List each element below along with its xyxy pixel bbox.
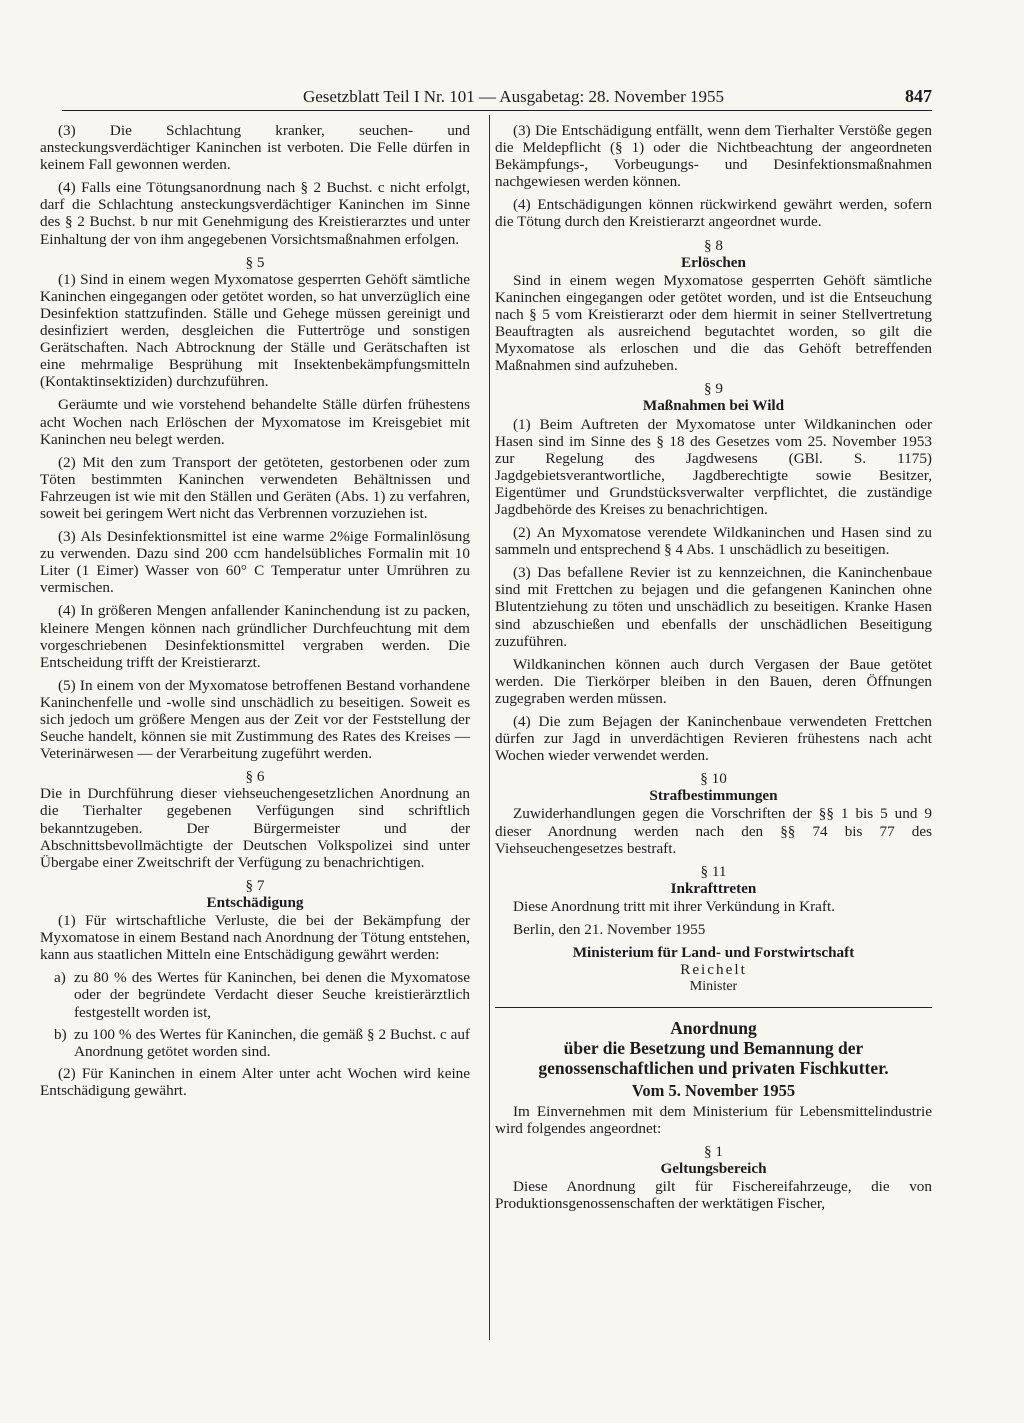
page-header-title: Gesetzblatt Teil I Nr. 101 — Ausgabetag: 28. November 1955 <box>302 87 725 106</box>
paragraph: (3) Als Desinfektionsmittel ist eine warme 2%ige Formalinlösung zu verwenden. Dazu sind 200 ccm handelsübliches Formalin mit 10 Liter (1 Eimer) Wasser von 60° C Temperatur unter Umrühren zu vermischen. <box>40 528 470 597</box>
list-marker: a) <box>54 969 66 987</box>
paragraph: Sind in einem wegen Myxomatose gesperrten Gehöft sämtliche Kaninchen eingegangen oder getötet worden, und ist die Entseuchung nach § 5 vom Kreistierarzt oder dem hiermit in seiner Stellvertretung Beauftragten als ausreichend begutachtet worden, so gilt die Myxomatose als erloschen und die das Gehöft betreffenden Maßnahmen sind aufzuheben. <box>495 271 932 375</box>
section-heading: § 1 <box>704 1142 723 1160</box>
paragraph: (2) An Myxomatose verendete Wildkaninchen und Hasen sind zu sammeln und entsprechend § 4 Abs. 1 unschädlich zu beseitigen. <box>495 524 932 559</box>
paragraph: Zuwiderhandlungen gegen die Vorschriften der §§ 1 bis 5 und 9 dieser Anordnung werden nach den §§ 74 bis 77 des Viehseuchengesetzes bestraft. <box>495 805 932 857</box>
ministry-name: Ministerium für Land- und Forstwirtschaft <box>572 944 855 962</box>
paragraph: (2) Für Kaninchen in einem Alter unter acht Wochen wird keine Entschädigung gewährt. <box>40 1064 470 1099</box>
paragraph: Diese Anordnung tritt mit ihrer Verkündung in Kraft. <box>513 897 835 915</box>
list-marker: b) <box>54 1025 67 1043</box>
page-header <box>62 86 932 107</box>
section-heading: § 7 <box>245 876 265 894</box>
section-title: Entschädigung <box>206 893 304 911</box>
place-date: Berlin, den 21. November 1955 <box>513 921 706 939</box>
signer-role: Minister <box>689 979 738 995</box>
header-rule <box>62 110 932 111</box>
list-item-text: zu 100 % des Wertes für Kaninchen, die gemäß § 2 Buchst. c auf Anordnung getötet worden sind. <box>74 1025 470 1060</box>
left-column <box>40 122 470 1105</box>
section-title: Geltungsbereich <box>660 1159 767 1177</box>
list-item <box>40 969 470 1020</box>
section-heading: § 9 <box>704 380 723 398</box>
section-heading: § 10 <box>700 770 727 788</box>
paragraph: (1) Sind in einem wegen Myxomatose gesperrten Gehöft sämtliche Kaninchen eingegangen oder getötet worden, so hat unverzüglich eine Desinfektion stattzufinden. Ställe und Gehege müssen gereinigt und desinfiziert werden, desgleichen die Futtertröge und sonstigen Gerätschaften. Nach Abtrocknung der Ställe und Gerätschaften ist eine mehrmalige Besprühung mit Insektenbekämpfungsmitteln (Kontaktinsektiziden) durchzuführen. <box>40 270 470 391</box>
section-title: Erlöschen <box>681 253 746 271</box>
decree-title: Anordnung <box>670 1018 757 1039</box>
decree-subtitle: über die Besetzung und Bemannung der genossenschaftlichen und privaten Fischkutter. <box>538 1038 889 1079</box>
list-item-text: zu 80 % des Wertes für Kaninchen, bei denen die Myxomatose oder der begründete Verdacht dieser Seuche kreistierärztlich festgestellt worden ist, <box>74 969 470 1021</box>
page-number: 847 <box>905 86 932 106</box>
paragraph: (1) Für wirtschaftliche Verluste, die bei der Bekämpfung der Myxomatose in einem Bestand nach Anordnung der Tötung entstehen, kann aus staatlichen Mitteln eine Entschädigung gewährt werden: <box>40 912 470 964</box>
paragraph: (4) In größeren Mengen anfallender Kaninchendung ist zu packen, kleinere Mengen können nach gründlicher Durchfeuchtung mit dem vorgeschriebenen Desinfektionsmittel vergraben werden. Die Entscheidung trifft der Kreistierarzt. <box>40 602 470 671</box>
section-title: Maßnahmen bei Wild <box>642 397 785 415</box>
right-column <box>495 122 932 1218</box>
paragraph: Diese Anordnung gilt für Fischereifahrzeuge, die von Produktionsgenossenschaften der werktätigen Fischer, <box>495 1177 932 1212</box>
section-heading: § 6 <box>245 768 265 786</box>
column-divider <box>489 115 490 1340</box>
list-item <box>40 1026 470 1060</box>
section-heading: § 11 <box>700 862 727 880</box>
paragraph: (3) Das befallene Revier ist zu kennzeichnen, die Kaninchenbaue sind mit Frettchen zu bejagen und die gefangenen Kaninchen ohne Blutentziehung zu töten und unschädlich zu beseitigen. Kranke Hasen sind abzuschießen und ebenfalls der unschädlichen Beseitigung zuzuführen. <box>495 564 932 650</box>
paragraph: (4) Die zum Bejagen der Kaninchenbaue verwendeten Frettchen dürfen zur Jagd in unverdächtigen Revieren frühestens nach acht Wochen wieder verwendet werden. <box>495 713 932 765</box>
paragraph: Wildkaninchen können auch durch Vergasen der Baue getötet werden. Die Tierkörper bleiben in den Bauen, deren Öffnungen zugegraben werden müssen. <box>495 655 932 707</box>
signer-name: Reichelt <box>680 961 747 979</box>
paragraph: (1) Beim Auftreten der Myxomatose unter Wildkaninchen oder Hasen sind im Sinne des § 18 des Gesetzes vom 25. November 1953 zur Regelung des Jagdwesens (GBl. S. 1175) Jagdgebietsverantwortliche, Jagdberechtigte sowie Besitzer, Eigentümer und Grundstücksverwalter verpflichtet, die zuständige Jagdbehörde des Kreises zu benachrichtigen. <box>495 415 932 518</box>
paragraph: (5) In einem von der Myxomatose betroffenen Bestand vorhandene Kaninchenfelle und -wolle sind unschädlich zu beseitigen. Soweit es sich jedoch um größere Mengen aus der Zeit vor der Feststellung der Seuche handelt, können sie mit Zustimmung des Rates des Kreises — Veterinärwesen — der Verarbeitung zugeführt werden. <box>40 676 470 763</box>
paragraph: (4) Entschädigungen können rückwirkend gewährt werden, sofern die Tötung durch den Kreistierarzt angeordnet wurde. <box>495 196 932 231</box>
paragraph: Geräumte und wie vorstehend behandelte Ställe dürfen frühestens acht Wochen nach Erlöschen der Myxomatose im Kreisgebiet mit Kaninchen neu belegt werden. <box>40 396 470 448</box>
paragraph: (3) Die Entschädigung entfällt, wenn dem Tierhalter Verstöße gegen die Meldepflicht (§ 1) oder die Nichtbeachtung der angeordneten Bekämpfungs-, Vorbeugungs- und Desinfektionsmaßnahmen nachgewiesen werden können. <box>495 122 932 191</box>
section-title: Inkrafttreten <box>670 879 757 897</box>
paragraph: (3) Die Schlachtung kranker, seuchen- und ansteckungsverdächtiger Kaninchen ist verboten. Die Felle dürfen in keinem Fall gewonnen werden. <box>40 122 470 174</box>
paragraph: Die in Durchführung dieser viehseuchengesetzlichen Anordnung an die Tierhalter gegebenen Verfügungen sind schriftlich bekanntzugeben. Der Bürgermeister und der Abschnittsbevollmächtigte der Deutschen Volkspolizei sind unter Übergabe einer Zweitschrift der Verfügung zu benachrichtigen. <box>40 785 470 871</box>
paragraph: Im Einvernehmen mit dem Ministerium für Lebensmittelindustrie wird folgendes angeordnet: <box>495 1102 932 1137</box>
paragraph: (4) Falls eine Tötungsanordnung nach § 2 Buchst. c nicht erfolgt, darf die Schlachtung ansteckungsverdächtiger Kaninchen im Sinne des § 2 Buchst. b nur mit Genehmigung des Kreistierarztes und unter Einhaltung der von ihm angegebenen Vorsichtsmaßnahmen erfolgen. <box>40 179 470 248</box>
section-title: Strafbestimmungen <box>649 787 778 805</box>
paragraph: (2) Mit den zum Transport der getöteten, gestorbenen oder zum Töten bestimmten Kaninchen verwendeten Behältnissen und Fahrzeugen ist wie mit den Ställen und Geräten (Abs. 1) zu verfahren, soweit bei geringem Wert nicht das Verbrennen vorzuziehen ist. <box>40 453 470 522</box>
section-separator <box>495 1007 932 1008</box>
section-heading: § 8 <box>704 236 723 254</box>
section-heading: § 5 <box>245 253 265 271</box>
decree-date: Vom 5. November 1955 <box>631 1081 796 1101</box>
